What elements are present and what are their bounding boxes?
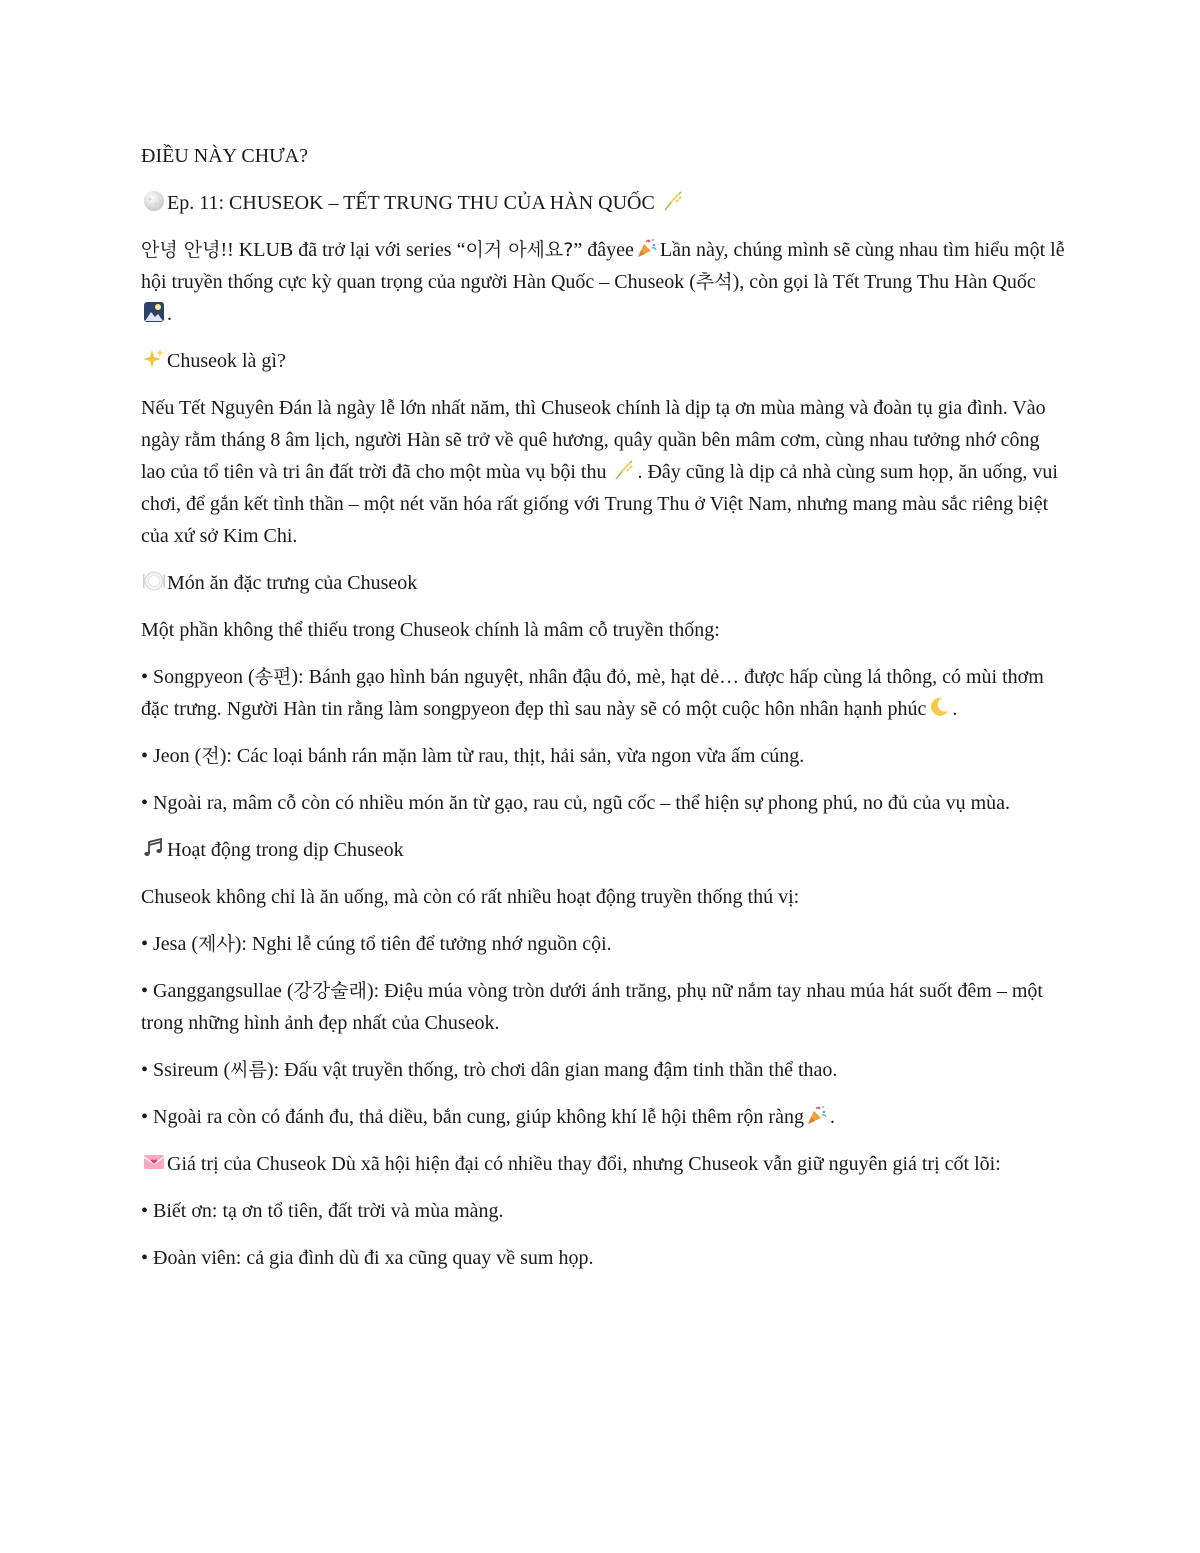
list-item [141,1242,1066,1274]
episode-text: Ep. 11: CHUSEOK – TẾT TRUNG THU CỦA HÀN QUỐC [167,192,655,214]
episode-heading [141,187,1066,219]
item-text-2: ): Điệu múa vòng tròn dưới ánh trăng, phụ nữ nắm tay nhau múa hát suốt đêm – một trong những hình ảnh đẹp nhất của Chuseok. [141,980,1043,1034]
item-text-3: . [952,698,958,720]
intro-text-5: . [167,303,172,325]
party-popper-icon [635,236,659,260]
moon-viewing-icon [142,300,166,324]
item-text-2: ): Các loại bánh rán mặn làm từ rau, thịt, hải sản, vừa ngon vừa ấm cúng. [219,745,805,767]
intro-text-2: ” đâyee [573,239,634,261]
korean-term: 송편 [254,666,292,688]
heading-text: Hoạt động trong dịp Chuseok [167,839,404,861]
body-text-1: Nếu Tết Nguyên Đán là ngày lễ lớn nhất năm, thì Chuseok chính là dịp tạ ơn mùa màng và đoàn tụ gia đình. Vào ngày rằm tháng 8 âm lịch, người Hàn sẽ trở về quê hương, quây quần bên mâm cơm, cùng nhau tưởng nhớ công lao của tổ tiên và tri ân đất trời đã cho một mùa vụ bội thu [141,397,1046,483]
heading-text: Giá trị của Chuseok Dù xã hội hiện đại có nhiều thay đổi, nhưng Chuseok vẫn giữ nguyên giá trị cốt lõi: [167,1153,1001,1175]
item-text: • Ngoài ra, mâm cỗ còn có nhiều món ăn từ gạo, rau củ, ngũ cốc – thể hiện sự phong phú, no đủ của vụ mùa. [141,792,1011,814]
korean-term: 전 [201,745,220,767]
heading-text: Chuseok là gì? [167,350,286,372]
item-text-2: ): Nghi lễ cúng tổ tiên để tưởng nhớ nguồn cội. [234,933,612,955]
series-name-korean: 이거 아세요? [465,239,574,261]
list-item [141,787,1066,819]
item-text-1: • Ngoài ra còn có đánh đu, thả diều, bắn cung, giúp không khí lễ hội thêm rộn ràng [141,1106,804,1128]
item-text-1: • Ganggangsullae ( [141,980,294,1002]
section-what-heading [141,345,1066,377]
intro-text-3: Lần này, chúng mình sẽ cùng nhau tìm hiểu một lễ hội truyền thống cực kỳ quan trọng của người Hàn Quốc – Chuseok ( [141,239,1065,293]
intro-text-4: ), còn gọi là Tết Trung Thu Hàn Quốc [732,271,1036,293]
document-title [141,140,1066,172]
section-activities-intro [141,881,1066,913]
korean-term: 강강술래 [293,980,367,1002]
list-item [141,1195,1066,1227]
sparkles-icon [142,347,166,371]
list-item [141,1054,1066,1086]
item-text-2: ): Bánh gạo hình bán nguyệt, nhân đậu đỏ, mè, hạt dẻ… được hấp cùng lá thông, có mùi thơm đặc trưng. Người Hàn tin rằng làm songpyeon đẹp thì sau này sẽ có một cuộc hôn nhân hạnh phúc [141,666,1044,720]
item-text-2: ): Đấu vật truyền thống, trò chơi dân gian mang đậm tinh thần thể thao. [266,1059,838,1081]
rice-ear-icon [661,189,685,213]
item-text-1: • Jeon ( [141,745,202,767]
full-moon-icon [142,189,166,213]
item-text-1: • Jesa ( [141,933,198,955]
list-item [141,740,1066,772]
korean-term: 제사 [197,933,235,955]
chuseok-korean: 추석 [695,271,733,293]
section-activities-heading [141,834,1066,866]
greeting-korean: 안녕 안녕 [141,239,221,261]
music-notes-icon [142,836,166,860]
list-item [141,928,1066,960]
item-text: • Đoàn viên: cả gia đình dù đi xa cũng quay về sum họp. [141,1247,594,1269]
document-body [141,140,1066,1289]
section-food-heading [141,567,1066,599]
list-item [141,1101,1066,1133]
plate-icon [142,569,166,593]
item-text-1: • Ssireum ( [141,1059,231,1081]
list-item [141,661,1066,725]
crescent-moon-icon [927,695,951,719]
body-text-2: . Đây cũng là dịp cả nhà cùng sum họp, ăn uống, vui chơi, để gắn kết tình thần – một nét văn hóa rất giống với Trung Thu ở Việt Nam, nhưng mang màu sắc riêng biệt của xứ sở Kim Chi. [141,461,1058,547]
korean-term: 씨름 [230,1059,267,1081]
heading-text: Món ăn đặc trưng của Chuseok [167,572,418,594]
love-letter-icon [142,1150,166,1174]
rice-ear-icon [612,458,636,482]
item-text: • Biết ơn: tạ ơn tổ tiên, đất trời và mùa màng. [141,1200,504,1222]
item-text-1: • Songpyeon ( [141,666,255,688]
item-text-2: . [829,1106,835,1128]
section-what-body [141,392,1066,552]
title-text: ĐIỀU NÀY CHƯA? [141,145,308,167]
intro-text-1: !! KLUB đã trở lại với series “ [220,239,466,261]
intro-paragraph [141,234,1066,330]
intro-text: Một phần không thể thiếu trong Chuseok chính là mâm cỗ truyền thống: [141,619,720,641]
section-food-intro [141,614,1066,646]
list-item [141,975,1066,1039]
party-popper-icon [805,1103,829,1127]
intro-text: Chuseok không chỉ là ăn uống, mà còn có rất nhiều hoạt động truyền thống thú vị: [141,886,800,908]
section-values-heading [141,1148,1066,1180]
